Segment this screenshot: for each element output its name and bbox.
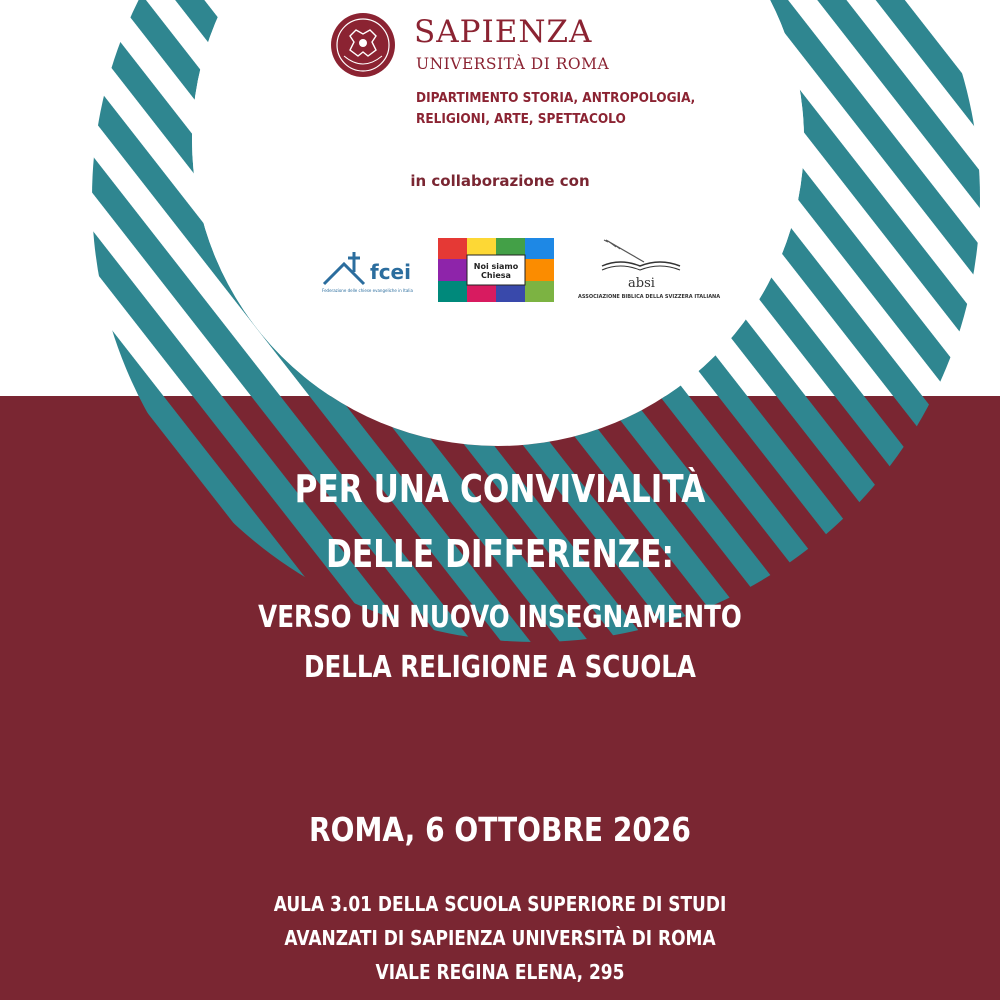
department-name: [416, 88, 695, 130]
venue-line: AULA 3.01 DELLA SCUOLA SUPERIORE DI STUDI: [273, 892, 727, 916]
university-subtitle: UNIVERSITÀ DI ROMA: [416, 55, 610, 73]
absi-caption: ASSOCIAZIONE BIBLICA DELLA SVIZZERA ITALIANA: [578, 294, 721, 300]
partner-absi: [578, 236, 721, 304]
event-subtitle-line: DELLA RELIGIONE A SCUOLA: [304, 650, 696, 685]
event-date: ROMA, 6 OTTOBRE 2026: [309, 810, 691, 849]
venue-line: VIALE REGINA ELENA, 295: [375, 960, 625, 984]
partner-noi-siamo-chiesa: [438, 238, 554, 302]
department-line: DIPARTIMENTO STORIA, ANTROPOLOGIA,: [416, 91, 696, 106]
sapienza-seal-icon: [330, 12, 396, 78]
open-book-icon: [596, 236, 686, 276]
collaboration-label: in collaborazione con: [410, 172, 590, 190]
university-name: SAPIENZA: [414, 14, 593, 50]
partner-fcei: [318, 246, 424, 302]
event-subtitle-line: VERSO UN NUOVO INSEGNAMENTO: [258, 600, 742, 635]
fcei-name: fcei: [370, 260, 411, 284]
absi-name: absi: [628, 276, 655, 291]
church-icon: [318, 250, 378, 290]
department-line: RELIGIONI, ARTE, SPETTACOLO: [416, 112, 626, 127]
fcei-caption: Federazione delle chiese evangeliche in Italia: [322, 288, 413, 293]
event-title-line: PER UNA CONVIVIALITÀ: [294, 467, 706, 511]
noi-siamo-chiesa-name: Noi siamo Chiesa: [473, 262, 519, 280]
event-title-line: DELLE DIFFERENZE:: [325, 532, 675, 576]
venue-line: AVANZATI DI SAPIENZA UNIVERSITÀ DI ROMA: [284, 926, 716, 950]
